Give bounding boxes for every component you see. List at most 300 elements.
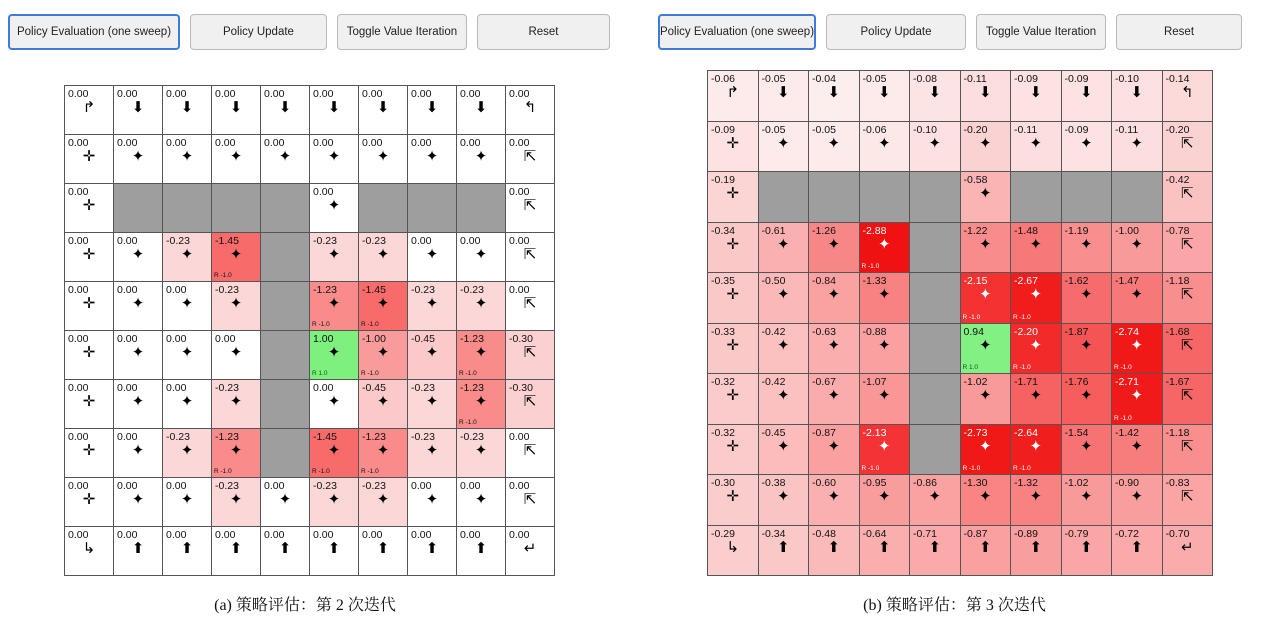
cell-value: -0.50 — [761, 275, 786, 287]
grid-cell[interactable] — [65, 184, 113, 232]
grid-cell[interactable] — [961, 425, 1011, 475]
grid-cell[interactable] — [1062, 273, 1112, 323]
grid-cell[interactable] — [759, 223, 809, 273]
policy-arrow-icon: ✦ — [978, 235, 992, 253]
toggle-value-iteration-button[interactable]: Toggle Value Iteration — [337, 14, 467, 50]
cell-value: -0.79 — [1064, 527, 1089, 540]
cell-value: 0.00 — [166, 480, 187, 492]
grid-cell[interactable] — [1112, 425, 1162, 475]
policy-arrow-icon: ⇱ — [523, 344, 537, 361]
grid-cell[interactable] — [212, 331, 260, 379]
grid-cell[interactable] — [860, 273, 910, 323]
grid-cell[interactable] — [310, 86, 358, 134]
grid-cell[interactable] — [408, 86, 456, 134]
grid-cell[interactable] — [457, 233, 505, 281]
grid-cell[interactable] — [1163, 273, 1213, 323]
policy-arrow-icon: ✦ — [131, 491, 145, 508]
grid-cell[interactable] — [163, 86, 211, 134]
cell-value: -0.86 — [913, 477, 937, 489]
grid-cell[interactable] — [114, 282, 162, 330]
grid-cell[interactable] — [212, 527, 260, 575]
policy-arrow-icon: ✦ — [327, 344, 341, 361]
grid-cell[interactable] — [1163, 324, 1213, 374]
grid-cell[interactable] — [114, 86, 162, 134]
grid-cell[interactable] — [1011, 122, 1061, 172]
policy-arrow-icon: ⬇ — [928, 84, 942, 101]
cell-value: 0.00 — [362, 88, 383, 100]
grid-cell[interactable] — [961, 324, 1011, 374]
policy-arrow-icon: ⬇ — [877, 84, 891, 101]
grid-cell[interactable] — [310, 282, 358, 330]
grid-cell[interactable] — [310, 527, 358, 575]
cell-value: 0.00 — [460, 529, 481, 541]
policy-arrow-icon: ✦ — [474, 246, 488, 263]
cell-value: -0.34 — [711, 224, 735, 237]
grid-cell[interactable] — [708, 374, 758, 424]
policy-arrow-icon: ✦ — [327, 393, 341, 410]
grid-cell[interactable] — [910, 122, 960, 172]
grid-cell[interactable] — [212, 478, 260, 526]
value-grid[interactable] — [707, 70, 1213, 576]
grid-cell[interactable] — [408, 331, 456, 379]
grid-cell[interactable] — [457, 429, 505, 477]
policy-arrow-icon: ✦ — [425, 148, 439, 165]
grid-cell[interactable] — [506, 429, 554, 477]
grid-cell[interactable] — [163, 478, 211, 526]
policy-arrow-icon: ⬆ — [1029, 538, 1043, 556]
cell-value: 0.00 — [166, 284, 187, 296]
policy-arrow-icon: ✛ — [726, 235, 740, 253]
grid-cell[interactable] — [809, 475, 859, 525]
grid-cell[interactable] — [261, 527, 309, 575]
policy-arrow-icon: ⇱ — [1180, 387, 1194, 404]
grid-cell[interactable] — [163, 331, 211, 379]
grid-cell[interactable] — [65, 527, 113, 575]
cell-reward-label: R -1.0 — [1114, 364, 1132, 371]
grid-cell[interactable] — [910, 71, 960, 121]
policy-arrow-icon: ⬆ — [376, 540, 390, 557]
cell-value: -0.72 — [1115, 527, 1139, 540]
cell-value: -1.45 — [215, 235, 239, 247]
grid-cell[interactable] — [163, 429, 211, 477]
grid-cell[interactable] — [212, 233, 260, 281]
policy-arrow-icon: ✦ — [131, 148, 145, 165]
policy-update-button[interactable]: Policy Update — [190, 14, 327, 50]
policy-arrow-icon: ✦ — [180, 246, 194, 263]
policy-arrow-icon: ✦ — [827, 134, 841, 152]
reset-button[interactable]: Reset — [477, 14, 610, 50]
grid-cell[interactable] — [506, 380, 554, 428]
grid-cell[interactable] — [359, 135, 407, 183]
grid-cell[interactable] — [457, 282, 505, 330]
grid-cell[interactable] — [163, 233, 211, 281]
grid-cell[interactable] — [1163, 475, 1213, 525]
grid-cell[interactable] — [1112, 475, 1162, 525]
policy-arrow-icon: ✦ — [1029, 134, 1043, 152]
grid-cell[interactable] — [310, 478, 358, 526]
grid-cell[interactable] — [310, 331, 358, 379]
grid-cell[interactable] — [809, 122, 859, 172]
policy-arrow-icon: ✦ — [1079, 134, 1093, 152]
policy-update-button[interactable]: Policy Update — [826, 14, 966, 50]
grid-cell[interactable] — [457, 380, 505, 428]
grid-cell[interactable] — [457, 135, 505, 183]
grid-cell[interactable] — [708, 223, 758, 273]
grid-cell[interactable] — [809, 526, 859, 576]
cell-value: -0.23 — [215, 480, 239, 492]
toggle-value-iteration-button[interactable]: Toggle Value Iteration — [976, 14, 1106, 50]
grid-cell[interactable] — [1062, 526, 1112, 576]
cell-value: -1.32 — [1014, 477, 1038, 489]
policy-arrow-icon: ⇱ — [523, 295, 537, 312]
grid-cell[interactable] — [114, 429, 162, 477]
grid-cell[interactable] — [1062, 475, 1112, 525]
grid-cell[interactable] — [408, 527, 456, 575]
grid-cell-wall — [212, 184, 260, 232]
grid-cell[interactable] — [65, 429, 113, 477]
cell-value: -0.06 — [862, 123, 887, 136]
grid-cell[interactable] — [759, 475, 809, 525]
grid-cell[interactable] — [359, 429, 407, 477]
grid-cell[interactable] — [506, 184, 554, 232]
value-grid[interactable] — [64, 85, 555, 576]
grid-cell[interactable] — [506, 478, 554, 526]
policy-arrow-icon: ↱ — [82, 99, 96, 116]
policy-arrow-icon: ✦ — [877, 437, 891, 455]
grid-cell[interactable] — [506, 282, 554, 330]
grid-cell[interactable] — [1112, 122, 1162, 172]
policy-arrow-icon: ⬇ — [327, 99, 341, 116]
policy-evaluation-button[interactable]: Policy Evaluation (one sweep) — [658, 14, 816, 50]
grid-cell[interactable] — [65, 233, 113, 281]
grid-cell[interactable] — [1112, 71, 1162, 121]
policy-arrow-icon: ✦ — [474, 295, 488, 312]
grid-cell[interactable] — [1062, 425, 1112, 475]
grid-cell[interactable] — [910, 475, 960, 525]
grid-cell[interactable] — [860, 122, 910, 172]
cell-value: 0.00 — [509, 235, 530, 247]
policy-arrow-icon: ⬇ — [131, 99, 145, 116]
grid-cell[interactable] — [860, 71, 910, 121]
grid-cell[interactable] — [359, 527, 407, 575]
policy-arrow-icon: ⬆ — [776, 538, 790, 556]
grid-cell[interactable] — [457, 86, 505, 134]
grid-cell[interactable] — [114, 478, 162, 526]
cell-value: -0.42 — [761, 325, 786, 338]
grid-cell[interactable] — [708, 425, 758, 475]
policy-arrow-icon: ✦ — [131, 295, 145, 312]
grid-cell[interactable] — [506, 331, 554, 379]
grid-cell[interactable] — [212, 135, 260, 183]
grid-cell[interactable] — [860, 425, 910, 475]
policy-arrow-icon: ✦ — [327, 491, 341, 508]
grid-cell[interactable] — [1112, 223, 1162, 273]
grid-cell[interactable] — [359, 282, 407, 330]
cell-value: 0.00 — [215, 333, 236, 345]
grid-cell[interactable] — [359, 233, 407, 281]
grid-cell[interactable] — [860, 324, 910, 374]
grid-cell[interactable] — [1011, 526, 1061, 576]
grid-cell[interactable] — [809, 273, 859, 323]
grid-cell[interactable] — [1112, 273, 1162, 323]
reset-button[interactable]: Reset — [1116, 14, 1242, 50]
grid-cell[interactable] — [408, 478, 456, 526]
cell-value: 0.00 — [117, 284, 138, 296]
policy-arrow-icon: ✦ — [474, 491, 488, 508]
policy-evaluation-button[interactable]: Policy Evaluation (one sweep) — [8, 14, 180, 50]
policy-arrow-icon: ✛ — [82, 148, 96, 165]
grid-cell[interactable] — [1062, 122, 1112, 172]
grid-cell[interactable] — [65, 380, 113, 428]
grid-cell[interactable] — [1011, 324, 1061, 374]
policy-arrow-icon: ✦ — [327, 148, 341, 165]
grid-cell[interactable] — [759, 122, 809, 172]
cell-value: -0.60 — [812, 477, 836, 489]
cell-reward-label: R -1.0 — [962, 313, 981, 321]
grid-cell[interactable] — [708, 526, 758, 576]
grid-cell[interactable] — [457, 331, 505, 379]
grid-cell[interactable] — [759, 526, 809, 576]
grid-cell[interactable] — [65, 86, 113, 134]
cell-value: -0.23 — [460, 431, 484, 443]
grid-cell[interactable] — [1011, 425, 1061, 475]
cell-value: 0.00 — [313, 88, 334, 100]
cell-value: 0.00 — [313, 186, 334, 198]
cell-value: 0.00 — [68, 235, 89, 247]
grid-cell[interactable] — [114, 380, 162, 428]
grid-cell[interactable] — [506, 233, 554, 281]
policy-arrow-icon: ✦ — [376, 295, 390, 312]
grid-cell[interactable] — [708, 324, 758, 374]
cell-value: 0.00 — [362, 137, 383, 149]
grid-cell-wall — [261, 282, 309, 330]
grid-cell[interactable] — [1062, 324, 1112, 374]
grid-cell[interactable] — [860, 526, 910, 576]
grid-cell[interactable] — [506, 86, 554, 134]
cell-value: 0.00 — [215, 88, 236, 100]
grid-cell-wall — [860, 172, 910, 222]
policy-arrow-icon: ⇱ — [1180, 235, 1194, 253]
grid-cell[interactable] — [1163, 425, 1213, 475]
policy-arrow-icon: ⇱ — [523, 442, 537, 459]
policy-arrow-icon: ⇱ — [1180, 185, 1194, 202]
cell-value: 0.00 — [166, 137, 187, 149]
cell-value: 0.00 — [411, 529, 432, 541]
cell-value: -1.54 — [1064, 426, 1089, 439]
grid-cell[interactable] — [457, 478, 505, 526]
grid-cell[interactable] — [961, 172, 1011, 222]
grid-cell[interactable] — [809, 71, 859, 121]
grid-cell[interactable] — [961, 122, 1011, 172]
grid-cell-wall — [910, 324, 960, 374]
policy-arrow-icon: ✦ — [180, 344, 194, 361]
grid-cell[interactable] — [359, 478, 407, 526]
cell-value: -0.88 — [862, 325, 887, 338]
grid-cell[interactable] — [1163, 223, 1213, 273]
grid-cell[interactable] — [359, 380, 407, 428]
policy-arrow-icon: ✦ — [425, 246, 439, 263]
grid-cell[interactable] — [212, 282, 260, 330]
grid-cell[interactable] — [65, 282, 113, 330]
grid-cell[interactable] — [1062, 223, 1112, 273]
grid-cell[interactable] — [163, 527, 211, 575]
policy-arrow-icon: ⬆ — [474, 540, 488, 557]
policy-arrow-icon: ✦ — [474, 344, 488, 361]
cell-value: 0.00 — [313, 382, 334, 394]
grid-cell[interactable] — [759, 425, 809, 475]
cell-value: 0.00 — [313, 529, 334, 541]
grid-cell[interactable] — [910, 526, 960, 576]
grid-cell[interactable] — [961, 374, 1011, 424]
grid-cell[interactable] — [809, 324, 859, 374]
cell-value: -1.30 — [963, 477, 988, 489]
policy-arrow-icon: ✦ — [1079, 235, 1093, 253]
grid-cell[interactable] — [310, 233, 358, 281]
grid-cell[interactable] — [961, 223, 1011, 273]
cell-value: 0.00 — [166, 333, 187, 345]
grid-cell[interactable] — [261, 86, 309, 134]
grid-cell[interactable] — [1163, 374, 1213, 424]
cell-reward-label: R -1.0 — [361, 321, 379, 328]
grid-cell[interactable] — [212, 86, 260, 134]
cell-value: 0.00 — [117, 137, 138, 149]
grid-cell[interactable] — [114, 331, 162, 379]
grid-cell[interactable] — [114, 527, 162, 575]
grid-cell[interactable] — [114, 233, 162, 281]
grid-cell[interactable] — [1112, 324, 1162, 374]
grid-cell[interactable] — [408, 233, 456, 281]
policy-arrow-icon: ✦ — [376, 148, 390, 165]
policy-arrow-icon: ⬆ — [1079, 538, 1093, 556]
grid-cell[interactable] — [1163, 172, 1213, 222]
policy-arrow-icon: ✛ — [726, 437, 740, 455]
grid-cell[interactable] — [1011, 273, 1061, 323]
policy-arrow-icon: ✦ — [877, 286, 891, 303]
grid-cell[interactable] — [310, 429, 358, 477]
policy-arrow-icon: ✦ — [131, 344, 145, 361]
grid-cell[interactable] — [1163, 71, 1213, 121]
grid-cell[interactable] — [708, 273, 758, 323]
policy-arrow-icon: ✦ — [229, 491, 243, 508]
grid-cell[interactable] — [1112, 374, 1162, 424]
policy-arrow-icon: ✦ — [474, 148, 488, 165]
grid-cell[interactable] — [1062, 374, 1112, 424]
policy-arrow-icon: ⬇ — [1029, 84, 1043, 101]
grid-cell[interactable] — [506, 527, 554, 575]
grid-cell[interactable] — [408, 429, 456, 477]
grid-cell[interactable] — [310, 135, 358, 183]
grid-cell[interactable] — [310, 184, 358, 232]
policy-arrow-icon: ⬆ — [827, 538, 841, 556]
grid-cell[interactable] — [961, 526, 1011, 576]
grid-cell[interactable] — [163, 380, 211, 428]
cell-value: -0.42 — [761, 376, 786, 388]
grid-cell[interactable] — [860, 223, 910, 273]
grid-cell[interactable] — [408, 282, 456, 330]
policy-arrow-icon: ✦ — [376, 393, 390, 410]
grid-cell[interactable] — [1011, 71, 1061, 121]
cell-value: 0.00 — [264, 529, 285, 541]
grid-cell[interactable] — [1011, 374, 1061, 424]
policy-arrow-icon: ⬇ — [229, 99, 243, 116]
grid-cell-wall — [261, 233, 309, 281]
grid-cell[interactable] — [1011, 475, 1061, 525]
grid-cell[interactable] — [708, 475, 758, 525]
grid-cell[interactable] — [457, 527, 505, 575]
policy-arrow-icon: ✦ — [928, 488, 942, 505]
grid-cell[interactable] — [65, 331, 113, 379]
grid-cell[interactable] — [961, 71, 1011, 121]
grid-cell[interactable] — [1163, 122, 1213, 172]
grid-cell[interactable] — [961, 273, 1011, 323]
grid-cell[interactable] — [65, 135, 113, 183]
cell-value: 0.00 — [460, 235, 481, 247]
grid-cell[interactable] — [261, 135, 309, 183]
cell-value: -0.05 — [862, 73, 887, 85]
grid-cell[interactable] — [310, 380, 358, 428]
grid-cell[interactable] — [1011, 223, 1061, 273]
grid-cell[interactable] — [961, 475, 1011, 525]
grid-cell[interactable] — [708, 71, 758, 121]
policy-arrow-icon: ✦ — [180, 393, 194, 410]
grid-cell[interactable] — [408, 380, 456, 428]
cell-value: -0.09 — [1014, 73, 1038, 85]
grid-cell[interactable] — [408, 135, 456, 183]
cell-reward-label: R -1.0 — [214, 468, 232, 475]
policy-arrow-icon: ✦ — [827, 286, 841, 303]
cell-value: 0.00 — [313, 137, 334, 149]
grid-cell-wall — [261, 184, 309, 232]
cell-value: -0.09 — [1064, 123, 1089, 136]
cell-value: -0.30 — [711, 477, 735, 489]
cell-value: -0.83 — [1165, 477, 1190, 489]
cell-value: -0.08 — [913, 73, 937, 85]
grid-cell[interactable] — [506, 135, 554, 183]
grid-cell-wall — [1011, 172, 1061, 222]
grid-cell[interactable] — [759, 273, 809, 323]
toolbar-b — [640, 0, 1269, 50]
grid-cell[interactable] — [759, 324, 809, 374]
grid-cell[interactable] — [708, 122, 758, 172]
policy-arrow-icon: ⬆ — [1130, 538, 1144, 556]
grid-cell[interactable] — [759, 71, 809, 121]
grid-cell[interactable] — [809, 425, 859, 475]
grid-cell[interactable] — [359, 331, 407, 379]
grid-cell[interactable] — [708, 172, 758, 222]
grid-cell[interactable] — [261, 478, 309, 526]
policy-arrow-icon: ✦ — [776, 286, 790, 303]
grid-cell[interactable] — [163, 282, 211, 330]
policy-arrow-icon: ✦ — [474, 393, 488, 410]
grid-cell[interactable] — [65, 478, 113, 526]
grid-cell-wall — [1112, 172, 1162, 222]
grid-cell[interactable] — [809, 374, 859, 424]
grid-cell[interactable] — [860, 374, 910, 424]
grid-cell[interactable] — [1163, 526, 1213, 576]
grid-cell[interactable] — [114, 135, 162, 183]
grid-cell[interactable] — [1062, 71, 1112, 121]
grid-cell[interactable] — [809, 223, 859, 273]
grid-cell[interactable] — [759, 374, 809, 424]
grid-cell[interactable] — [860, 475, 910, 525]
grid-cell[interactable] — [212, 380, 260, 428]
grid-cell[interactable] — [359, 86, 407, 134]
policy-arrow-icon: ✦ — [1029, 387, 1043, 404]
cell-value: -0.61 — [761, 224, 786, 237]
grid-cell[interactable] — [1112, 526, 1162, 576]
grid-cell[interactable] — [163, 135, 211, 183]
grid-cell[interactable] — [212, 429, 260, 477]
